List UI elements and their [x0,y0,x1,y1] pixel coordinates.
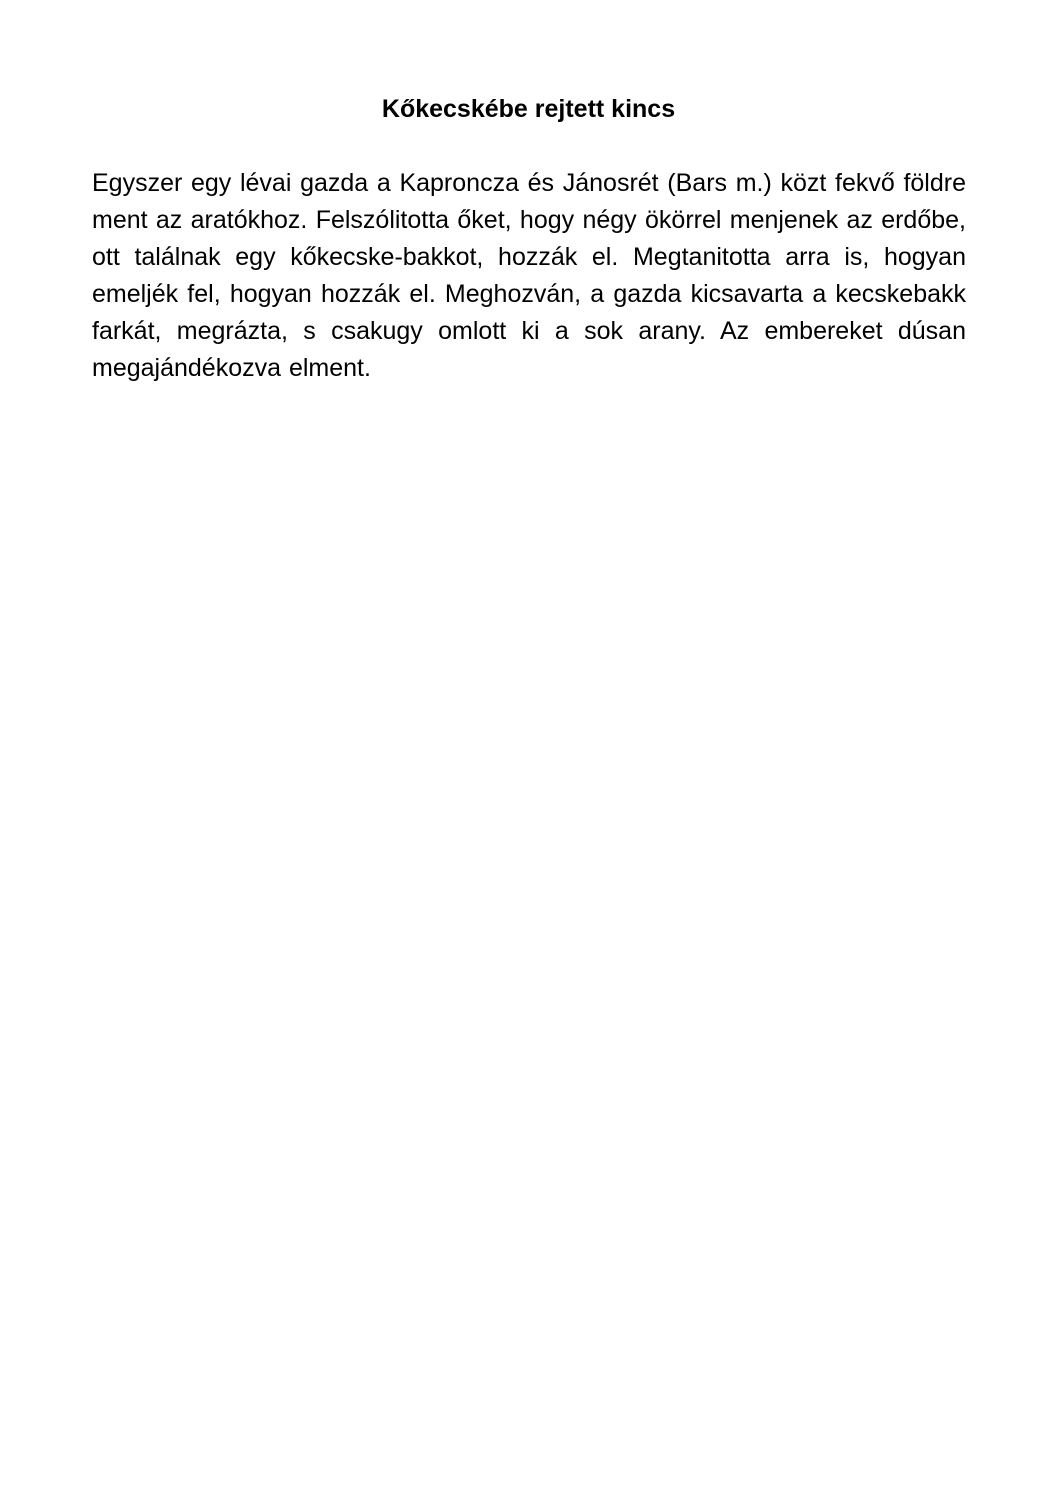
document-title: Kőkecskébe rejtett kincs [381,95,676,123]
body-paragraph: Egyszer egy lévai gazda a Kaproncza és Jánosrét (Bars m.) közt fekvő földre ment az aratókhoz. Felszólitotta őket, hogy négy ökörrel menjenek az erdőbe, ott találnak egy kőkecske-bakkot, hozzák el. Megtanitotta arra is, hogyan emeljék fel, hogyan hozzák el. Meghozván, a gazda kicsavarta a kecskebakk farkát, megrázta, s csakugy omlott ki a sok arany. Az embereket dúsan megajándékozva elment. [92,169,966,382]
